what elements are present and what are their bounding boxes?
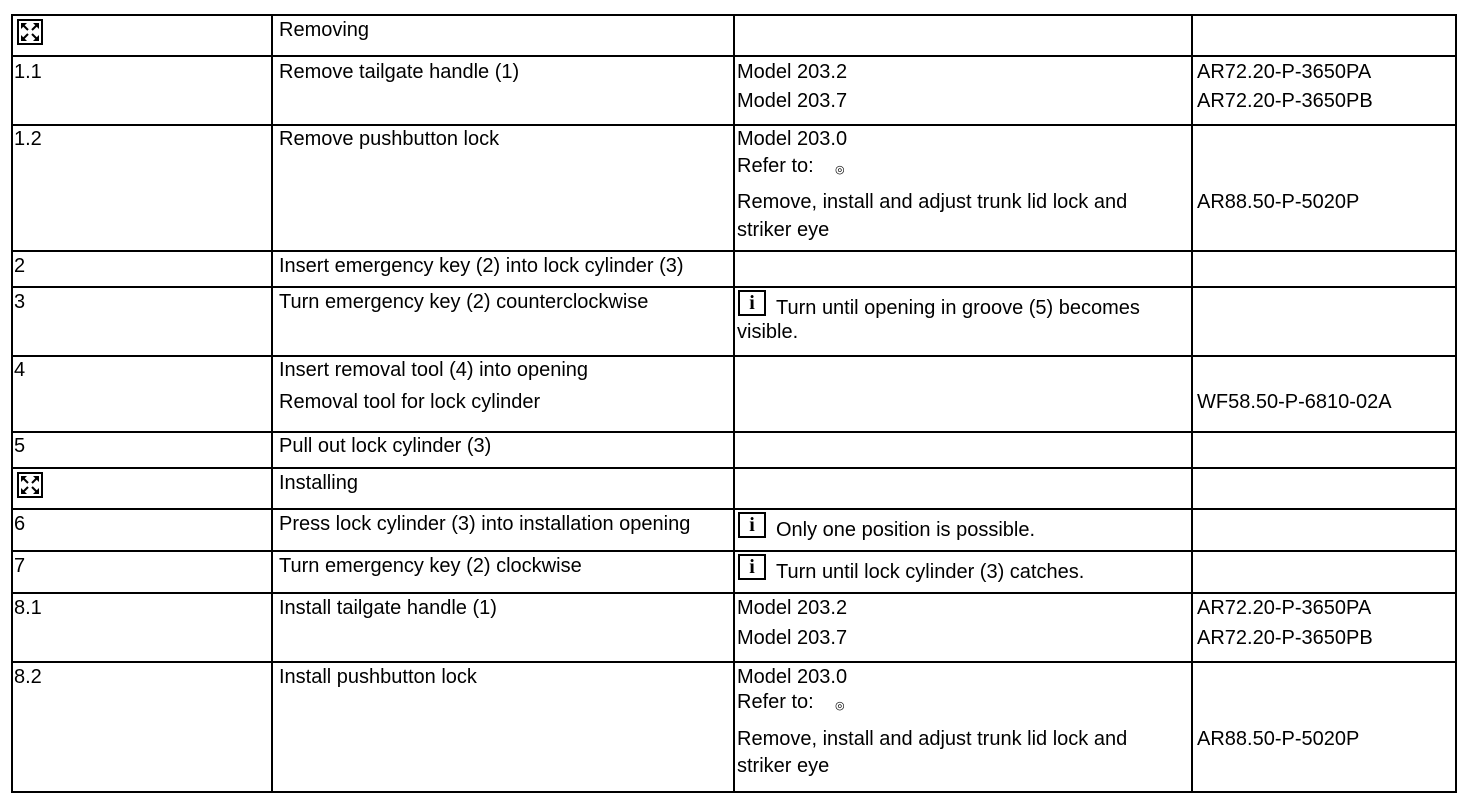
- model-label: Model 203.7: [737, 627, 848, 649]
- info-note: Turn until opening in groove (5) becomes: [776, 297, 1140, 319]
- step-number: 1.2: [14, 128, 42, 150]
- step-action: Pull out lock cylinder (3): [279, 435, 492, 457]
- step-action: Remove pushbutton lock: [279, 128, 500, 150]
- reference-link[interactable]: AR72.20-P-3650PB: [1197, 627, 1373, 649]
- step-number: 5: [14, 435, 26, 457]
- reference-link[interactable]: AR88.50-P-5020P: [1197, 191, 1360, 213]
- tool-label: Removal tool for lock cylinder: [279, 391, 541, 413]
- model-label: Model 203.0: [737, 666, 848, 688]
- step-number: 7: [14, 555, 26, 577]
- step-action: Insert removal tool (4) into opening: [279, 359, 589, 381]
- step-number: 1.1: [14, 61, 42, 83]
- document-title[interactable]: Remove, install and adjust trunk lid lock and: [737, 191, 1128, 213]
- step-number: 6: [14, 513, 26, 535]
- refer-to-label: Refer to:: [737, 691, 814, 713]
- info-icon: i: [738, 512, 766, 538]
- refer-to-label: Refer to:: [737, 155, 814, 177]
- info-icon: i: [738, 554, 766, 580]
- reference-link[interactable]: AR72.20-P-3650PA: [1197, 61, 1372, 83]
- model-label: Model 203.2: [737, 597, 848, 619]
- move-arrows-icon: [17, 472, 43, 498]
- step-number: 3: [14, 291, 26, 313]
- reference-pointer-icon[interactable]: ◎: [835, 700, 845, 712]
- grid-line: [1455, 14, 1457, 793]
- grid-line: [733, 14, 735, 793]
- step-action: Remove tailgate handle (1): [279, 61, 520, 83]
- step-number: 8.2: [14, 666, 42, 688]
- model-label: Model 203.2: [737, 61, 848, 83]
- model-label: Model 203.7: [737, 90, 848, 112]
- info-note: visible.: [737, 321, 799, 343]
- model-label: Model 203.0: [737, 128, 848, 150]
- document-title[interactable]: striker eye: [737, 219, 830, 241]
- step-action: Insert emergency key (2) into lock cylinder (3): [279, 255, 684, 277]
- document-title[interactable]: Remove, install and adjust trunk lid lock and: [737, 728, 1128, 750]
- section-title-installing: Installing: [279, 472, 358, 494]
- step-action: Press lock cylinder (3) into installation opening: [279, 513, 691, 535]
- step-number: 2: [14, 255, 26, 277]
- step-number: 4: [14, 359, 26, 381]
- grid-line: [1191, 14, 1193, 793]
- step-action: Turn emergency key (2) counterclockwise: [279, 291, 649, 313]
- reference-link[interactable]: AR88.50-P-5020P: [1197, 728, 1360, 750]
- step-action: Install tailgate handle (1): [279, 597, 497, 619]
- reference-link[interactable]: AR72.20-P-3650PB: [1197, 90, 1373, 112]
- reference-link[interactable]: WF58.50-P-6810-02A: [1197, 391, 1392, 413]
- section-title-removing: Removing: [279, 19, 370, 41]
- move-arrows-icon: [17, 19, 43, 45]
- info-icon: i: [738, 290, 766, 316]
- grid-line: [11, 14, 13, 793]
- step-action: Install pushbutton lock: [279, 666, 477, 688]
- info-note: Turn until lock cylinder (3) catches.: [776, 561, 1085, 583]
- info-note: Only one position is possible.: [776, 519, 1036, 541]
- grid-line: [271, 14, 273, 793]
- reference-pointer-icon[interactable]: ◎: [835, 164, 845, 176]
- reference-link[interactable]: AR72.20-P-3650PA: [1197, 597, 1372, 619]
- step-number: 8.1: [14, 597, 42, 619]
- document-title[interactable]: striker eye: [737, 755, 830, 777]
- step-action: Turn emergency key (2) clockwise: [279, 555, 582, 577]
